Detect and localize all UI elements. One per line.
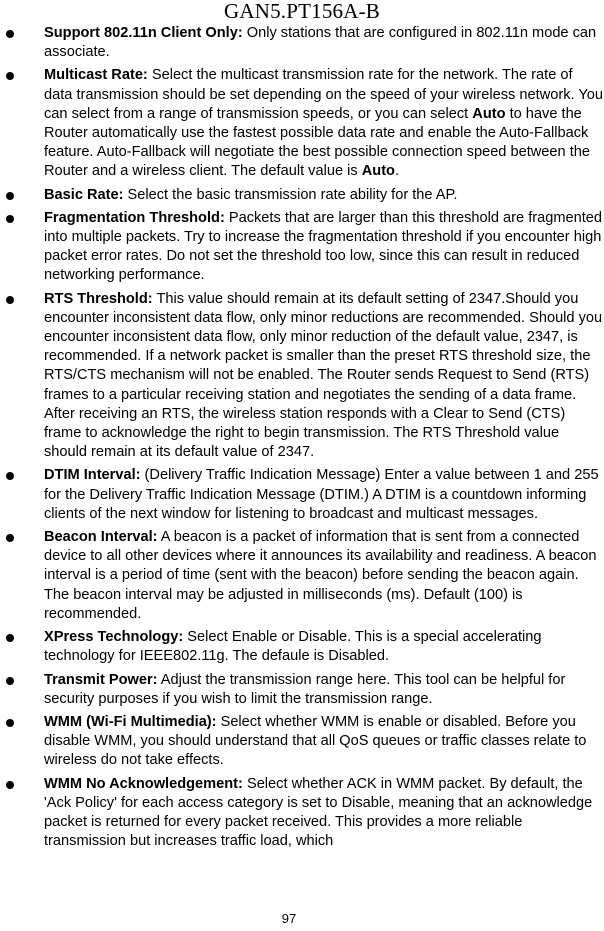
item-term: Support 802.11n Client Only: xyxy=(44,25,243,41)
bullet-icon xyxy=(6,472,14,480)
bullet-icon xyxy=(6,72,14,80)
bullet-icon xyxy=(6,719,14,727)
item-term: WMM (Wi-Fi Multimedia): xyxy=(44,713,217,730)
item-term: Basic Rate: xyxy=(44,186,124,203)
item-term: XPress Technology: xyxy=(44,629,184,646)
item-term: Multicast Rate: xyxy=(44,67,148,84)
list-item-support-80211n xyxy=(0,24,604,62)
list-item-rts-threshold xyxy=(0,290,604,463)
bullet-icon xyxy=(6,677,14,685)
item-text: Packets that are larger than this threshold are fragmented into multiple packets. Try to increase the fragmentation threshold if you encounter high packet error rates. Do not set the threshold too low, since this can result in reduced networking performance. xyxy=(44,209,603,284)
item-term: RTS Threshold: xyxy=(44,290,153,307)
item-term: Transmit Power: xyxy=(44,671,158,688)
item-term: DTIM Interval: xyxy=(44,467,141,484)
item-text: Select the multicast transmission rate for the network. The rate of data transmission should be set depending on the speed of your wireless network. You can select from a range of transmission speeds, or you can select xyxy=(44,67,603,122)
list-item-basic-rate xyxy=(0,186,604,205)
item-bold-value: Auto xyxy=(361,163,395,180)
list-item-dtim-interval xyxy=(0,466,604,524)
bullet-icon xyxy=(6,192,14,200)
bullet-icon xyxy=(6,296,14,304)
list-item-wmm-no-acknowledgement xyxy=(0,775,604,852)
bullet-icon xyxy=(6,634,14,642)
item-text: (Delivery Traffic Indication Message) Enter a value between 1 and 255 for the Delivery Traffic Indication Message (DTIM.) A DTIM is a countdown informing clients of the next window for listening to broadcast and multicast messages. xyxy=(44,467,599,522)
list-item-transmit-power xyxy=(0,671,604,709)
bullet-icon xyxy=(6,534,14,542)
item-text: Select whether WMM is enable or disabled. Before you disable WMM, you should understand that all QoS queues or traffic classes relate to wireless do not take effects. xyxy=(44,713,587,769)
item-text: A beacon is a packet of information that is sent from a connected device to all other devices where it announces its availability and readiness. A beacon interval is a period of time (sent with the beacon) before sending the beacon again. The beacon interval may be adjusted in milliseconds (ms). Default (100) is recommended. xyxy=(44,529,597,622)
item-text: Select whether ACK in WMM packet. By default, the 'Ack Policy' for each access category is set to Disable, meaning that an acknowledge packet is returned for every packet received. This provides a more reliable transmission but increases traffic load, which xyxy=(44,775,593,850)
list-item-xpress-technology xyxy=(0,628,604,666)
item-bold-value: Auto xyxy=(472,105,506,122)
item-term: WMM No Acknowledgement: xyxy=(44,775,243,792)
item-text: Select the basic transmission rate ability for the AP. xyxy=(123,186,458,203)
page-header-title: GAN5.PT156A-B xyxy=(223,0,381,23)
item-term: Beacon Interval: xyxy=(44,529,158,546)
bullet-icon xyxy=(6,781,14,789)
item-text: . xyxy=(394,163,400,180)
page-number: 97 xyxy=(281,911,297,926)
list-item-multicast-rate xyxy=(0,66,604,181)
item-text: Select Enable or Disable. This is a special accelerating technology for IEEE802.11g. The defaule is Disabled. xyxy=(44,629,542,665)
list-item-beacon-interval xyxy=(0,528,604,624)
item-text: to have the Router automatically use the fastest possible data rate and enable the Auto-Fallback feature. Auto-Fallback will negotiate the best possible connection speed between the Router and a wireless client. The default value is xyxy=(44,105,590,180)
item-text: Only stations that are configured in 802.11n mode can associate. xyxy=(44,25,597,61)
definition-list xyxy=(0,24,604,855)
list-item-wmm xyxy=(0,713,604,771)
bullet-icon xyxy=(6,30,14,38)
item-text: This value should remain at its default setting of 2347.Should you encounter inconsistent data flow, only minor reductions are recommended. Should you encounter inconsistent data flow, only minor reduction of the default value, 2347, is recommended. If a network packet is smaller than the preset RTS threshold size, the RTS/CTS mechanism will not be enabled. The Router sends Request to Send (RTS) frames to a particular receiving station and negotiates the sending of a data frame. After receiving an RTS, the wireless station responds with a Clear to Send (CTS) frame to acknowledge the right to begin transmission. The RTS Threshold value should remain at its default value of 2347. xyxy=(44,290,603,461)
list-item-fragmentation-threshold xyxy=(0,209,604,286)
item-text: Adjust the transmission range here. This tool can be helpful for security purposes if you wish to limit the transmission range. xyxy=(44,671,566,707)
item-term: Fragmentation Threshold: xyxy=(44,209,225,226)
bullet-icon xyxy=(6,215,14,223)
